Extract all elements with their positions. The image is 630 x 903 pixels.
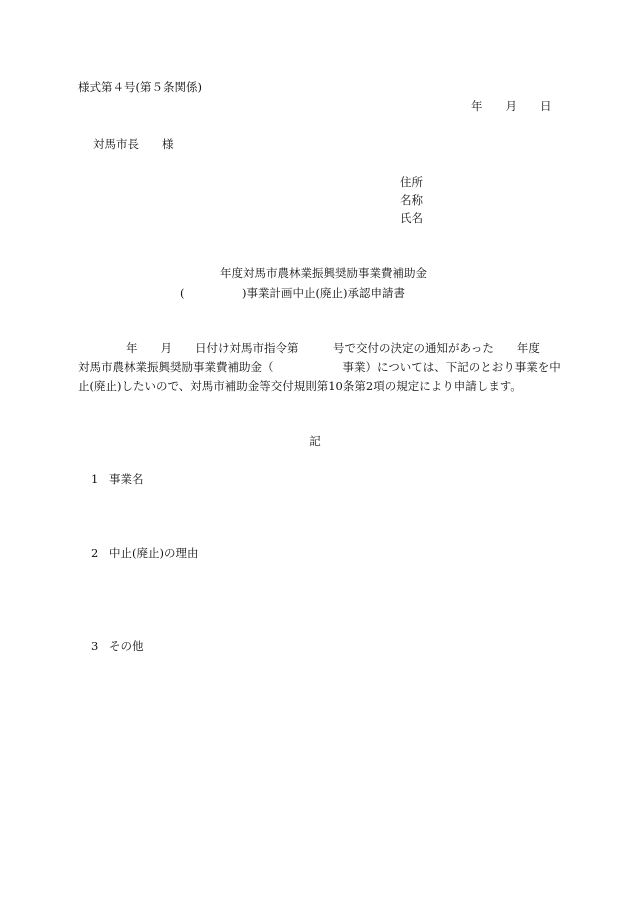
ki-heading: 記 [309, 434, 321, 448]
document-title-line2: ( )事業計画中止(廃止)承認申請書 [180, 286, 405, 300]
body-line-1: 年 月 日付け対馬市指令第 号で交付の決定の通知があった 年度 [126, 341, 540, 355]
document-title-line1: 年度対馬市農林業振興奨励事業費補助金 [220, 266, 427, 280]
item-number: 1 [91, 472, 99, 486]
body-line-3: 止(廃止)したいので、対馬市補助金等交付規則第10条第2項の規定により申請します。 [78, 379, 522, 393]
address-label: 住所 [400, 175, 423, 189]
item-number: 3 [91, 639, 99, 653]
addressee: 対馬市長 様 [93, 137, 174, 151]
item-number: 2 [91, 546, 99, 560]
date-line: 年 月 日 [471, 99, 552, 113]
item-label: 事業名 [109, 472, 144, 486]
form-number: 様式第４号(第５条関係) [78, 80, 202, 94]
item-label: その他 [109, 639, 144, 653]
item-label: 中止(廃止)の理由 [109, 546, 199, 560]
person-name-label: 氏名 [400, 211, 423, 225]
body-line-2: 対馬市農林業振興奨励事業費補助金（ 事業）については、下記のとおり事業を中 [78, 360, 561, 374]
company-name-label: 名称 [400, 193, 423, 207]
